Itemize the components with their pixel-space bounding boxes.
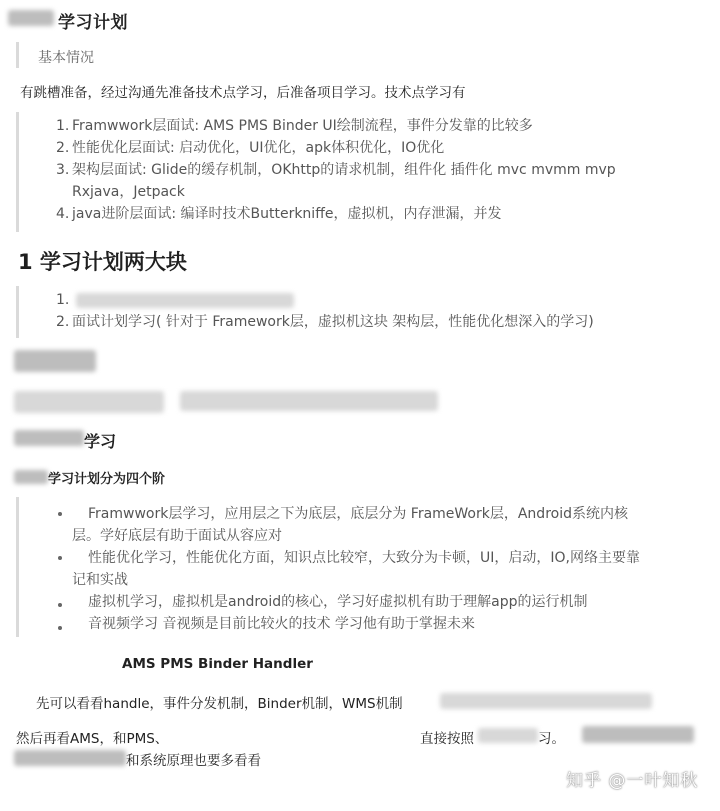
redacted-block bbox=[180, 391, 438, 411]
basic-info-label: 基本情况 bbox=[38, 50, 94, 66]
section-heading: 1 学习计划两大块 bbox=[18, 250, 187, 274]
list-item: 音视频学习 音视频是目前比较火的技术 学习他有助于掌握未来 bbox=[88, 616, 475, 632]
redacted-block bbox=[478, 728, 538, 743]
bullet bbox=[58, 626, 62, 630]
ams-heading: AMS PMS Binder Handler bbox=[122, 656, 313, 672]
intro-line: 有跳槽准备，经过沟通先准备技术点学习，后准备项目学习。技术点学习有 bbox=[20, 85, 466, 101]
paragraph: 和系统原理也要多看看 bbox=[126, 753, 261, 769]
paragraph: 习。 bbox=[538, 731, 565, 747]
list-item: 2. 面试计划学习( 针对于 Framework层，虚拟机这块 架构层，性能优化想深入的学习) bbox=[56, 314, 594, 330]
quote-bar bbox=[16, 112, 19, 232]
list-item: 虚拟机学习，虚拟机是android的核心，学习好虚拟机有助于理解app的运行机制 bbox=[88, 594, 588, 610]
quote-bar bbox=[16, 286, 19, 338]
redacted-block bbox=[14, 750, 126, 766]
paragraph: 然后再看AMS，和PMS、 bbox=[16, 731, 169, 747]
section-heading: 学习 bbox=[84, 432, 117, 451]
list-item: 1. Framwwork层面试: AMS PMS Binder UI绘制流程，事件分发靠的比较多 bbox=[56, 118, 533, 134]
list-item: Framwwork层学习，应用层之下为底层，底层分为 FrameWork层，Android系统内核 bbox=[88, 506, 628, 522]
paragraph: 先可以看看handle，事件分发机制，Binder机制，WMS机制 bbox=[36, 696, 403, 712]
list-item: 记和实战 bbox=[72, 572, 128, 588]
redacted-block bbox=[440, 693, 652, 709]
quote-bar bbox=[16, 497, 19, 637]
redacted-block bbox=[582, 726, 694, 743]
redacted-block bbox=[14, 350, 96, 372]
list-item: 2. 性能优化层面试: 启动优化，UI优化，apk体积优化，IO优化 bbox=[56, 140, 445, 156]
redacted-block bbox=[14, 391, 164, 413]
page-title: 学习计划 bbox=[58, 13, 128, 33]
redacted-block bbox=[8, 10, 54, 26]
bullet bbox=[58, 603, 62, 607]
list-item: 性能优化学习，性能优化方面，知识点比较窄，大致分为卡顿，UI，启动，IO,网络主要靠 bbox=[88, 550, 640, 566]
subsection-heading: 学习计划分为四个阶 bbox=[48, 472, 166, 487]
list-item: 4. java进阶层面试: 编译时技术Butterkniffe，虚拟机，内存泄漏，并发 bbox=[56, 206, 502, 222]
tech-list bbox=[56, 115, 696, 225]
list-item: 层。学好底层有助于面试从容应对 bbox=[72, 528, 282, 544]
list-item: 3. 架构层面试: Glide的缓存机制，OKhttp的请求机制，组件化 插件化 mvc mvmm mvp bbox=[56, 162, 616, 178]
redacted-block bbox=[14, 470, 48, 484]
watermark: 知乎 @一叶知秋 bbox=[566, 771, 699, 791]
quote-bar bbox=[16, 42, 19, 68]
list-item: Rxjava，Jetpack bbox=[72, 184, 185, 200]
paragraph: 直接按照 bbox=[420, 731, 474, 747]
stage-list bbox=[72, 503, 702, 635]
bullet bbox=[58, 556, 62, 560]
redacted-block bbox=[76, 293, 294, 308]
redacted-block bbox=[14, 430, 84, 446]
list-item: 1. bbox=[56, 292, 70, 308]
bullet bbox=[58, 512, 62, 516]
